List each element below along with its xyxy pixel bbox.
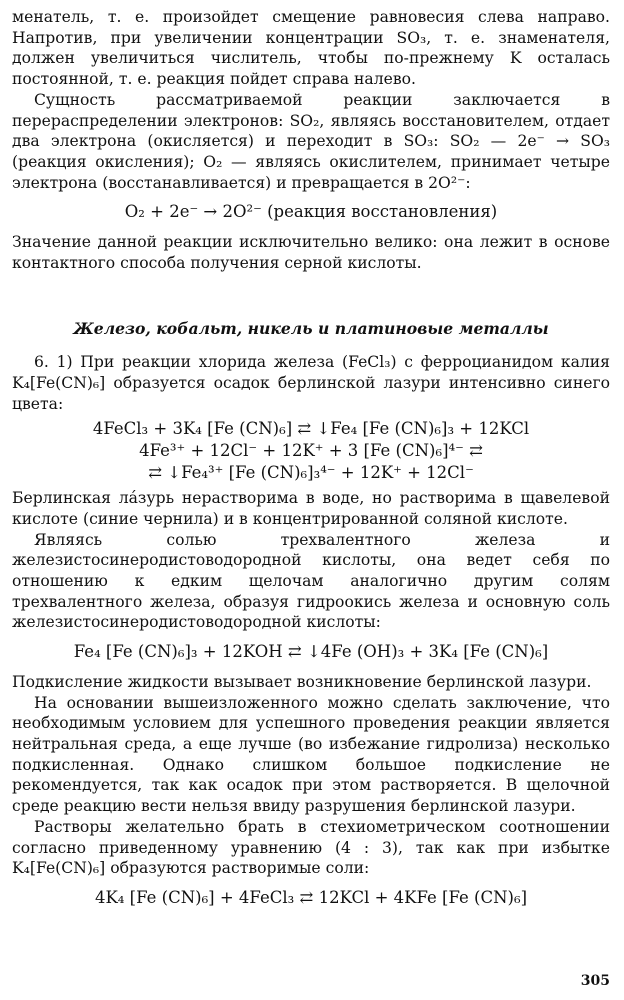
equation-prussian-blue xyxy=(12,418,610,484)
paragraph-equilibrium-shift: менатель, т. е. произойдет смещение равновесия слева направо. Напротив, при увеличении концентрации SO₃, т. е. знаменателя, должен увеличиться числитель, чтобы по-прежнему K осталась постоянной, т. е. реакция пойдет справа налево. xyxy=(12,8,610,89)
paragraph-prussian-blue-intro: 6. 1) При реакции хлорида железа (FeCl₃) с ферроцианидом калия K₄[Fe(CN)₆] образуется осадок берлинской лазури интенсивно синего цвета: xyxy=(12,353,610,413)
equation-oxygen-reduction: O₂ + 2e⁻ → 2O²⁻ (реакция восстановления) xyxy=(124,202,498,222)
equation-line: ⇄ ↓Fe₄³⁺ [Fe (CN)₆]₃⁴⁻ + 12K⁺ + 12Cl⁻ xyxy=(148,463,474,483)
paragraph-reaction-significance: Значение данной реакции исключительно велико: она лежит в основе контактного способа получения серной кислоты. xyxy=(12,233,610,272)
paragraph-acidification: Подкисление жидкости вызывает возникновение берлинской лазури. xyxy=(12,672,592,691)
equation-soluble-salts: 4K₄ [Fe (CN)₆] + 4FeCl₃ ⇄ 12KCl + 4KFe [Fe (CN)₆] xyxy=(94,887,528,907)
paragraph-stoichiometry: Растворы желательно брать в стехиометрическом соотношении согласно приведенному уравнению (4 : 3), так как при избытке K₄[Fe(CN)₆] образуются растворимые соли: xyxy=(12,817,610,878)
paragraph-conditions: На основании вышеизложенного можно сделать заключение, что необходимым условием для успешного проведения реакции является нейтральная среда, а еще лучше (во избежание гидролиза) несколько подкисленная. Однако слишком большое подкисление не рекомендуется, так как осадок при этом растворяется. В щелочной среде реакцию вести нельзя ввиду разрушения берлинской лазури. xyxy=(12,693,610,816)
paragraph-alkali-behavior: Являясь солью трехвалентного железа и железистосинеродистоводородной кислоты, она ведет себя по отношению к едким щелочам аналогично другим солям трехвалентного железа, образуя гидроокись железа и основную соль железистосинеродистоводородной кислоты: xyxy=(12,530,610,632)
equation-line: 4FeCl₃ + 3K₄ [Fe (CN)₆] ⇄ ↓Fe₄ [Fe (CN)₆]₃ + 12KCl xyxy=(92,419,530,439)
equation-line: 4Fe³⁺ + 12Cl⁻ + 12K⁺ + 3 [Fe (CN)₆]⁴⁻ ⇄ xyxy=(139,441,483,461)
page-number: 305 xyxy=(580,973,610,990)
equation-alkali-reaction: Fe₄ [Fe (CN)₆]₃ + 12KOH ⇄ ↓4Fe (OH)₃ + 3K₄ [Fe (CN)₆] xyxy=(73,642,549,662)
paragraph-electron-redistribution: Сущность рассматриваемой реакции заключается в перераспределении электронов: SO₂, являясь восстановителем, отдает два электрона (окисляется) и переходит в SO₃: SO₂ — 2e⁻ → SO₃ (реакция окисления); O₂ — являясь окислителем, принимает четыре электрона (восстанавливается) и превращается в 2O²⁻: xyxy=(12,90,610,192)
paragraph-solubility: Берлинская ла́зурь нерастворима в воде, но растворима в щавелевой кислоте (синие чернила) и в концентрированной соляной кислоте. xyxy=(12,489,610,528)
section-heading: Железо, кобальт, никель и платиновые металлы xyxy=(73,319,549,339)
